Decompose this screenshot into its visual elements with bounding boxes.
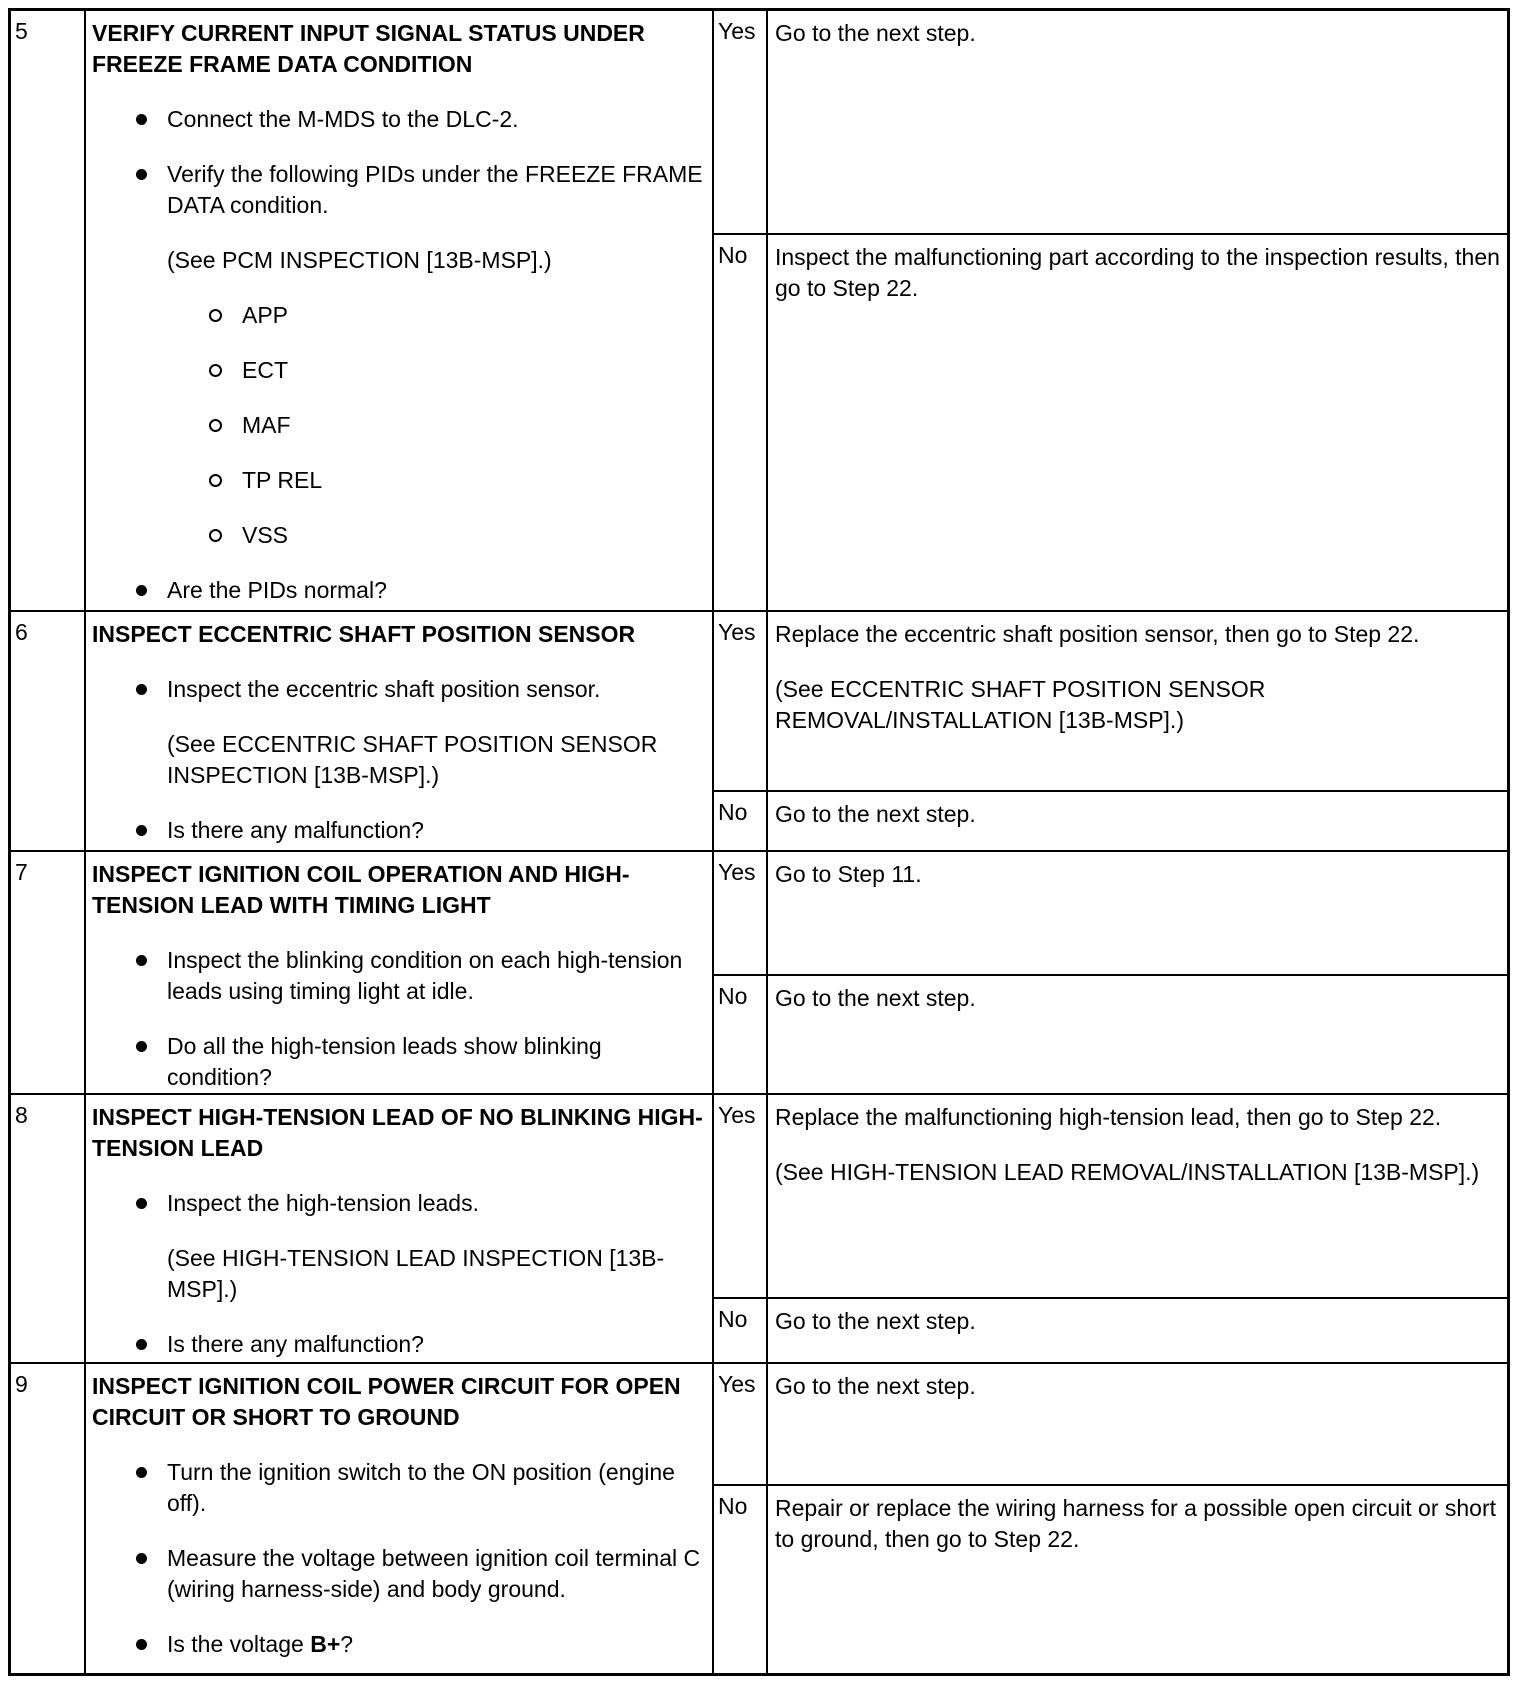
result-cell <box>714 852 1507 1093</box>
result-yes <box>714 11 1507 233</box>
question-bullet: Are the PIDs normal? <box>92 575 706 606</box>
step-title: INSPECT HIGH-TENSION LEAD OF NO BLINKING HIGH-TENSION LEAD <box>92 1104 703 1161</box>
result-yes <box>714 1095 1507 1297</box>
pid-item: VSS <box>92 520 706 551</box>
step-number: 8 <box>15 1102 28 1128</box>
bullet-item: Verify the following PIDs under the FREEZE FRAME DATA condition. <box>92 159 706 221</box>
step-number-cell <box>11 1364 86 1673</box>
reference-note: (See HIGH-TENSION LEAD INSPECTION [13B-MSP].) <box>167 1245 665 1302</box>
step-number-cell <box>11 852 86 1093</box>
bullet-item: Connect the M-MDS to the DLC-2. <box>92 104 706 135</box>
action-text: Replace the eccentric shaft position sensor, then go to Step 22. <box>775 621 1420 647</box>
result-cell <box>714 612 1507 850</box>
step-number-cell <box>11 11 86 610</box>
inspection-cell <box>86 11 714 610</box>
action-text: Repair or replace the wiring harness for a possible open circuit or short to ground, then go to Step 22. <box>775 1495 1497 1552</box>
step-row-6 <box>11 610 1507 850</box>
result-no <box>714 233 1507 610</box>
no-label: No <box>714 235 768 610</box>
action-text: Go to the next step. <box>775 1373 976 1399</box>
result-yes <box>714 612 1507 790</box>
step-number: 5 <box>15 18 28 44</box>
result-yes <box>714 1364 1507 1484</box>
bullet-item: Inspect the high-tension leads. <box>92 1188 706 1219</box>
step-number: 9 <box>15 1371 28 1397</box>
result-cell <box>714 1364 1507 1673</box>
step-row-9 <box>11 1362 1507 1673</box>
action-text: Go to the next step. <box>775 1308 976 1334</box>
step-title: INSPECT IGNITION COIL POWER CIRCUIT FOR OPEN CIRCUIT OR SHORT TO GROUND <box>92 1373 681 1430</box>
bullet-item: Inspect the blinking condition on each high-tension leads using timing light at idle. <box>92 945 706 1007</box>
bullet-item: Inspect the eccentric shaft position sensor. <box>92 674 706 705</box>
question-bullet: Is there any malfunction? <box>92 815 706 846</box>
step-number-cell <box>11 612 86 850</box>
voltage-value: B+ <box>310 1631 341 1657</box>
question-suffix: ? <box>340 1631 354 1657</box>
step-number-cell <box>11 1095 86 1362</box>
question-bullet <box>92 1629 706 1660</box>
bullet-item: Turn the ignition switch to the ON position (engine off). <box>92 1457 706 1519</box>
inspection-cell <box>86 1095 714 1362</box>
pid-item: ECT <box>92 355 706 386</box>
no-label: No <box>714 1486 768 1673</box>
no-label: No <box>714 976 768 1093</box>
result-no <box>714 974 1507 1093</box>
result-no <box>714 1297 1507 1362</box>
yes-label: Yes <box>714 1095 768 1297</box>
reference-note: (See PCM INSPECTION [13B-MSP].) <box>167 247 552 273</box>
step-row-7 <box>11 850 1507 1093</box>
yes-label: Yes <box>714 852 768 974</box>
action-text: Go to the next step. <box>775 20 976 46</box>
yes-label: Yes <box>714 612 768 790</box>
reference-note: (See ECCENTRIC SHAFT POSITION SENSOR INSPECTION [13B-MSP].) <box>167 731 658 788</box>
step-row-8 <box>11 1093 1507 1362</box>
question-text: Is the voltage <box>167 1631 311 1657</box>
no-label: No <box>714 792 768 850</box>
step-title: INSPECT IGNITION COIL OPERATION AND HIGH-TENSION LEAD WITH TIMING LIGHT <box>92 861 630 918</box>
bullet-item: Measure the voltage between ignition coil terminal C (wiring harness-side) and body ground. <box>92 1543 706 1605</box>
step-number: 6 <box>15 619 28 645</box>
step-number: 7 <box>15 859 28 885</box>
result-cell <box>714 11 1507 610</box>
diagnostic-table <box>8 8 1510 1676</box>
result-no <box>714 790 1507 850</box>
step-title: VERIFY CURRENT INPUT SIGNAL STATUS UNDER FREEZE FRAME DATA CONDITION <box>92 20 645 77</box>
pid-item: TP REL <box>92 465 706 496</box>
question-bullet: Do all the high-tension leads show blinking condition? <box>92 1031 706 1093</box>
inspection-cell <box>86 1364 714 1673</box>
inspection-cell <box>86 612 714 850</box>
yes-label: Yes <box>714 11 768 233</box>
pid-item: APP <box>92 300 706 331</box>
reference-note: (See ECCENTRIC SHAFT POSITION SENSOR REMOVAL/INSTALLATION [13B-MSP].) <box>775 676 1266 733</box>
pid-item: MAF <box>92 410 706 441</box>
step-title: INSPECT ECCENTRIC SHAFT POSITION SENSOR <box>92 621 636 647</box>
reference-note: (See HIGH-TENSION LEAD REMOVAL/INSTALLATION [13B-MSP].) <box>775 1159 1480 1185</box>
action-text: Go to the next step. <box>775 985 976 1011</box>
question-bullet: Is there any malfunction? <box>92 1329 706 1360</box>
yes-label: Yes <box>714 1364 768 1484</box>
no-label: No <box>714 1299 768 1362</box>
inspection-cell <box>86 852 714 1093</box>
action-text: Inspect the malfunctioning part according to the inspection results, then go to Step 22. <box>775 244 1500 301</box>
action-text: Replace the malfunctioning high-tension lead, then go to Step 22. <box>775 1104 1442 1130</box>
result-no <box>714 1484 1507 1673</box>
step-row-5 <box>11 11 1507 610</box>
action-text: Go to the next step. <box>775 801 976 827</box>
result-yes <box>714 852 1507 974</box>
action-text: Go to Step 11. <box>775 861 922 887</box>
result-cell <box>714 1095 1507 1362</box>
